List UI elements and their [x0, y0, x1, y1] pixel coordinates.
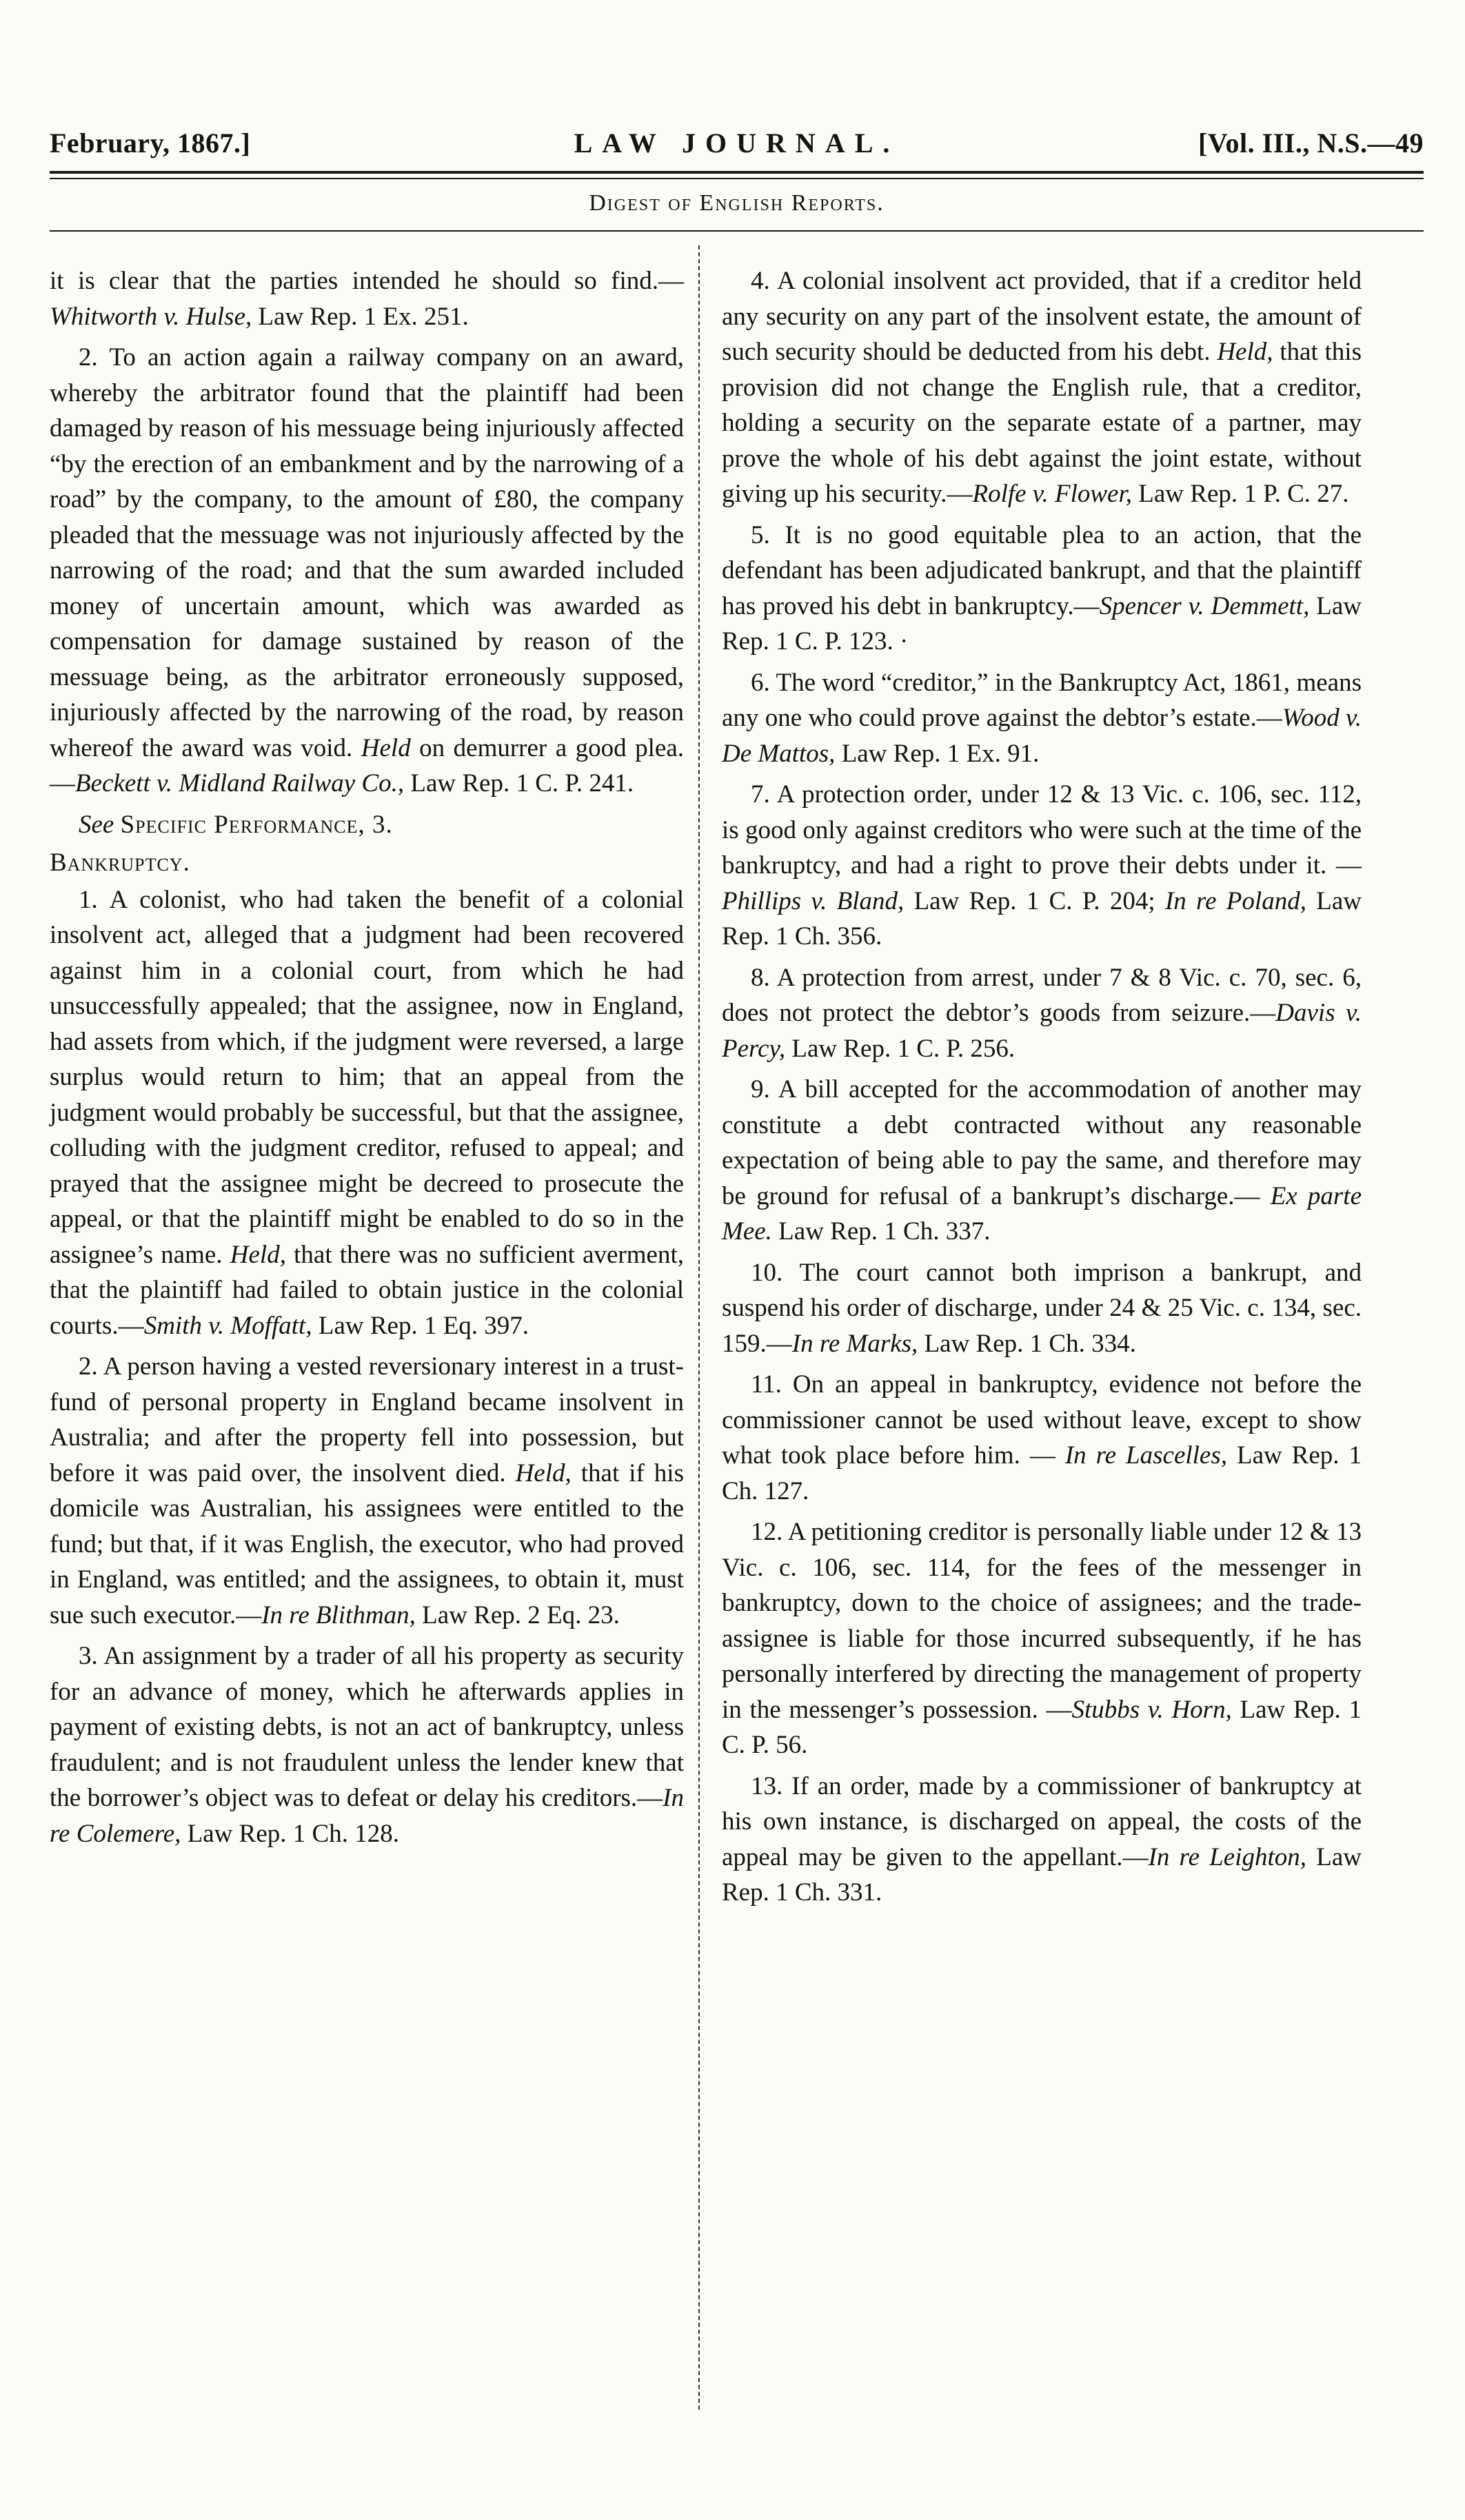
header-volume: [Vol. III., N.S.—49: [1198, 128, 1424, 159]
held-word: Held: [361, 733, 411, 762]
citation: Law Rep. 1 C. P. 56.: [722, 1695, 1362, 1759]
digest-entry: [722, 960, 1362, 1067]
see-word: See: [79, 810, 114, 839]
held-word: Held,: [230, 1240, 286, 1269]
entry-text: it is clear that the parties intended he should so find.—: [50, 267, 684, 295]
digest-entry: [50, 1349, 684, 1633]
topic-heading: Bankruptcy.: [50, 849, 190, 877]
column-divider: [698, 245, 700, 2410]
citation: Law Rep. 1 Ch. 331.: [722, 1842, 1362, 1907]
entry-text: 4. A colonial insolvent act provided, that if a creditor held any security on any part of the insolvent estate, the amount of such security should be deducted from his debt.: [722, 267, 1362, 366]
case-name: Davis v. Percy,: [722, 999, 1362, 1063]
digest-entry: [722, 1769, 1362, 1911]
citation: Law Rep. 1 Ch. 128.: [181, 1819, 399, 1848]
entry-text: 6. The word “creditor,” in the Bankruptcy Act, 1861, means any one who could prove against the debtor’s estate.—: [722, 668, 1362, 732]
case-name: Wood v. De Mattos,: [722, 704, 1362, 768]
right-column: [722, 263, 1362, 1916]
digest-entry: [722, 1255, 1362, 1362]
citation: Law Rep. 1 Ex. 91.: [835, 739, 1040, 768]
case-name: In re Colemere,: [50, 1784, 684, 1848]
digest-entry: [722, 518, 1362, 660]
entry-text: that this provision did not change the English rule, that a creditor, holding a security on the separate estate of a partner, may prove the whole of his debt against the joint estate, without giving up his security.—: [722, 338, 1362, 508]
header-date: February, 1867.]: [50, 128, 251, 159]
citation: Law Rep. 1 P. C. 27.: [1132, 480, 1349, 508]
digest-entry: [50, 263, 684, 334]
entry-text: 2. To an action again a railway company on an award, whereby the arbitrator found that the plaintiff had been damaged by reason of his messuage being injuriously affected “by the erection of an embankment and by the narrowing of a road” by the company, to the amount of £80, the company pleaded that the messuage was not injuriously affected by the narrowing of the road; and that the sum awarded included money of uncertain amount, which was awarded as compensation for damage sustained by reason of the messuage being, as the arbitrator erroneously supposed, injuriously affected by the narrowing of the road, by reason whereof the award was void.: [50, 343, 684, 762]
entry-text: that there was no sufficient averment, that the plaintiff had failed to obtain justice in the colonial courts.—: [50, 1240, 684, 1340]
held-word: Held,: [515, 1459, 572, 1487]
case-name: In re Lascelles,: [1064, 1441, 1227, 1470]
case-name: Ex parte Mee.: [722, 1181, 1362, 1246]
citation: Law Rep. 1 C. P. 256.: [785, 1034, 1016, 1063]
digest-entry: [722, 1367, 1362, 1509]
section-rule: [50, 230, 1424, 232]
cross-reference: [50, 807, 684, 843]
digest-entry: [50, 882, 684, 1344]
header-rule-thick: [50, 171, 1424, 174]
citation: Law Rep. 1 Eq. 397.: [312, 1311, 529, 1340]
entry-text: 12. A petitioning creditor is personally liable under 12 & 13 Vic. c. 106, sec. 114, for the fees of the messenger in bankruptcy, down to the choice of assignees; and the trade-assignee is liable for those incurred subsequently, if he has personally interfered by directing the management of property in the messenger’s possession. —: [722, 1518, 1362, 1724]
entry-text: 2. A person having a vested reversionary interest in a trust-fund of personal property in England became insolvent in Australia; and after the property fell into possession, but before it was paid over, the insolvent died.: [50, 1352, 684, 1487]
entry-text: 8. A protection from arrest, under 7 & 8 Vic. c. 70, sec. 6, does not protect the debtor’s goods from seizure.—: [722, 963, 1362, 1027]
entry-text: 9. A bill accepted for the accommodation of another may constitute a debt contracted without any reasonable expectation of being able to pay the same, and therefore may be ground for refusal of a bankrupt’s discharge.—: [722, 1075, 1362, 1210]
case-name: Phillips v. Bland,: [722, 886, 905, 915]
citation: Law Rep. 2 Eq. 23.: [415, 1601, 620, 1629]
held-word: Held,: [1217, 338, 1273, 366]
digest-entry: [50, 340, 684, 802]
citation: Law Rep. 1 Ch. 334.: [918, 1329, 1136, 1358]
case-name: Rolfe v. Flower,: [972, 480, 1133, 508]
digest-entry: [722, 263, 1362, 512]
case-name: Whitworth v. Hulse,: [50, 302, 252, 331]
entry-text: 11. On an appeal in bankruptcy, evidence not before the commissioner cannot be used without leave, except to show what took place before him. —: [722, 1370, 1362, 1470]
digest-entry: [722, 1072, 1362, 1250]
entry-text: 13. If an order, made by a commissioner of bankruptcy at his own instance, is discharged on appeal, the costs of the appeal may be given to the appellant.—: [722, 1771, 1362, 1871]
citation: Law Rep. 1 C. P. 204;: [904, 886, 1165, 915]
entry-text: on demurrer a good plea.—: [50, 733, 684, 797]
digest-entry: [722, 1514, 1362, 1763]
case-name: In re Leighton,: [1148, 1842, 1307, 1871]
citation: Law Rep. 1 Ex. 251.: [252, 302, 469, 331]
citation: Law Rep. 1 C. P. 241.: [404, 769, 634, 797]
header-rule-thin: [50, 178, 1424, 179]
running-head: [50, 123, 1424, 164]
header-journal-title: LAW JOURNAL.: [574, 128, 900, 159]
case-name: In re Blithman,: [261, 1601, 416, 1629]
case-name: Beckett v. Midland Railway Co.,: [75, 769, 405, 797]
section-title: Digest of English Reports.: [589, 190, 885, 216]
citation: Law Rep. 1 Ch. 127.: [722, 1441, 1362, 1505]
case-name: Smith v. Moffatt,: [143, 1311, 312, 1340]
entry-text: 5. It is no good equitable plea to an action, that the defendant has been adjudicated bankrupt, and that the plaintiff has proved his debt in bankruptcy.—: [722, 520, 1362, 620]
entry-text: 7. A protection order, under 12 & 13 Vic. c. 106, sec. 112, is good only against creditors who were such at the time of the bankruptcy, and had a right to prove their debts under it. —: [722, 780, 1362, 880]
case-name: Spencer v. Demmett,: [1099, 591, 1310, 620]
entry-text: 10. The court cannot both imprison a bankrupt, and suspend his order of discharge, under 24 & 25 Vic. c. 134, sec. 159.—: [722, 1258, 1362, 1358]
case-name: In re Poland,: [1164, 886, 1306, 915]
left-column: [50, 263, 684, 1857]
digest-entry: [722, 777, 1362, 955]
citation: Law Rep. 1 C. P. 123. ·: [722, 591, 1362, 656]
digest-entry: [722, 665, 1362, 772]
case-name: In re Marks,: [791, 1329, 918, 1358]
citation: Law Rep. 1 Ch. 356.: [722, 886, 1362, 951]
entry-text: 1. A colonist, who had taken the benefit of a colonial insolvent act, alleged that a judgment had been recovered against him in a colonial court, from which he had unsuccessfully appealed; that the assignee, now in England, had assets from which, if the judgment were reversed, a large surplus would return to him; that an appeal from the judgment would probably be successful, but that the assignee, colluding with the judgment creditor, refused to appeal; and prayed that the assignee might be decreed to prosecute the appeal, or that the plaintiff might be enabled to do so in the assignee’s name.: [50, 885, 684, 1269]
entry-text: that if his domicile was Australian, his assignees were entitled to the fund; but that, if it was English, the executor, who had proved in England, was entitled; and the assignees, to obtain it, must sue such executor.—: [50, 1459, 684, 1629]
cross-reference-target: Specific Performance, 3.: [120, 810, 393, 839]
digest-entry: [50, 1638, 684, 1851]
entry-text: 3. An assignment by a trader of all his property as security for an advance of money, which he afterwards applies in payment of existing debts, is not an act of bankruptcy, unless fraudulent; and is not fraudulent unless the lender knew that the borrower’s object was to defeat or delay his creditors.—: [50, 1642, 684, 1812]
citation: Law Rep. 1 Ch. 337.: [771, 1217, 991, 1246]
case-name: Stubbs v. Horn,: [1071, 1695, 1232, 1724]
